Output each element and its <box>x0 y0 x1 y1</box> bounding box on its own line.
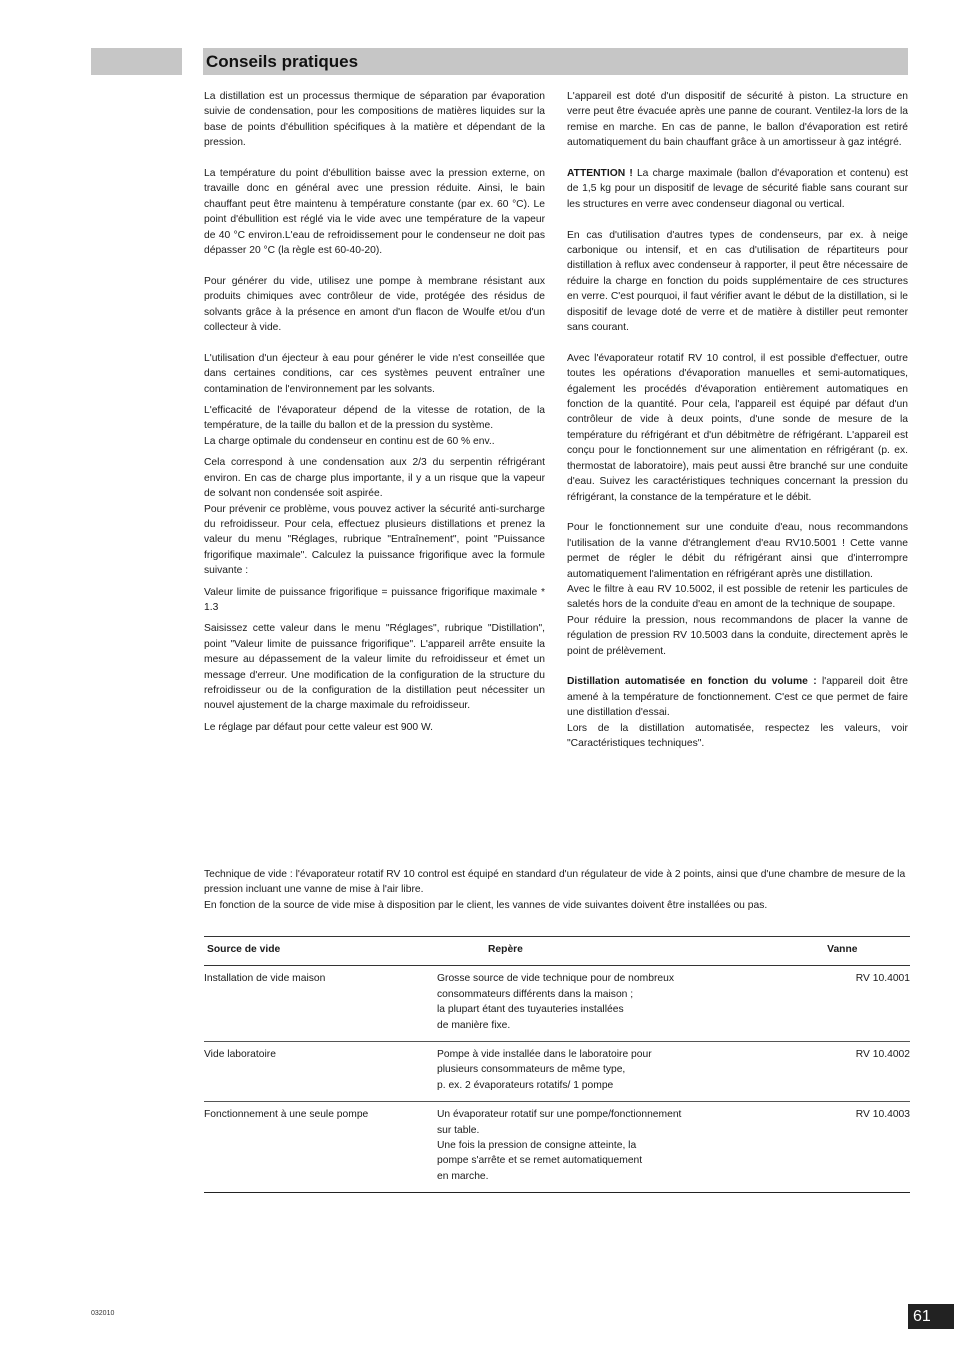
formula: Valeur limite de puissance frigorifique = puissance frigorifique maximale * 1.3 <box>204 586 545 613</box>
paragraph: La température du point d'ébullition baisse avec la pression externe, on travaille donc en général avec une pression réduite. Ainsi, le bain chauffant peut être maintenu à température constante (par ex. 60 °C). Le point d'ébullition est réglé via le vide avec une température de la vapeur de 40 °C environ.L'eau de refroidissement pour le condenseur ne doit pas dépasser 20 °C (la règle est 60-40-20). <box>204 168 545 257</box>
column-header-repere-label: Repère <box>488 944 523 955</box>
cell-source: Fonctionnement à une seule pompe <box>204 1102 437 1193</box>
repere-line: en marche. <box>437 1170 489 1182</box>
left-column <box>204 89 545 735</box>
right-column <box>567 89 908 751</box>
cell-vanne: RV 10.4002 <box>824 1042 910 1102</box>
auto-distillation-label: Distillation automatisée en fonction du volume : <box>567 676 817 688</box>
paragraph: L'appareil est doté d'un dispositif de sécurité à piston. La structure en verre peut être évacuée après une panne de courant. Ventilez-la lors de la remise en marche. En cas de panne, le ballon d'évaporation est retiré automatiquement du bain chauffant grâce à un amortisseur à gaz intégré. <box>567 91 908 149</box>
default-value-note: Le réglage par défaut pour cette valeur est 900 W. <box>204 721 433 733</box>
cell-source: Vide laboratoire <box>204 1042 437 1102</box>
vacuum-intro <box>204 867 908 913</box>
repere-line: de manière fixe. <box>437 1019 511 1031</box>
cell-vanne: RV 10.4003 <box>824 1102 910 1193</box>
table-header-row <box>204 937 910 966</box>
header-bar <box>203 48 908 75</box>
repere-line: p. ex. 2 évaporateurs rotatifs/ 1 pompe <box>437 1079 614 1091</box>
cell-source: Installation de vide maison <box>204 966 437 1042</box>
paragraph: Pour prévenir ce problème, vous pouvez activer la sécurité anti-surcharge du refroidisseur. Pour cela, effectuez plusieurs distillations et prenez la valeur du menu "Réglages, rubrique "Entraînement", point "Puissance frigorifique maximale". Calculez la puissance frigorifique avec la formule suivante : <box>204 503 545 577</box>
attention-label: ATTENTION ! <box>567 168 633 180</box>
paragraph: L'utilisation d'un éjecteur à eau pour générer le vide n'est conseillée que dans certaines conditions, car ces systèmes peuvent entraîner une contamination de l'environnement par les solvants. <box>204 352 545 395</box>
vacuum-table <box>204 936 910 1193</box>
paragraph: La charge optimale du condenseur en continu est de 60 % env.. <box>204 435 495 447</box>
paragraph: Saisissez cette valeur dans le menu "Réglages", rubrique "Distillation", point "Valeur limite de puissance frigorifique". L'appareil arrête ensuite la mesure au dépassement de la valeur limite du refroidisseur et émet un message d'erreur. Une modification de la configuration de la structure du refroidisseur ou de la configuration de la distillation peut nécessiter un nouvel ajustement de la charge maximale du refroidisseur. <box>204 623 545 712</box>
column-header-source: Source de vide <box>204 937 437 966</box>
cell-repere <box>437 1102 824 1193</box>
paragraph: En fonction de la source de vide mise à disposition par le client, les vannes de vide suivantes doivent être installées ou pas. <box>204 899 768 911</box>
repere-line: pompe s'arrête et se remet automatiquement <box>437 1155 643 1167</box>
paragraph: Technique de vide : l'évaporateur rotatif RV 10 control est équipé en standard d'un régulateur de vide à 2 points, ainsi que d'une chambre de mesure de la pression incluant une vanne de mise à l'air libre. <box>204 869 906 896</box>
paragraph: Pour réduire la pression, nous recommandons de placer la vanne de régulation de pression RV 10.5003 dans la conduite, directement après le point de prélèvement. <box>567 614 908 657</box>
document-code: 032010 <box>91 1310 115 1317</box>
header-bar-left <box>91 48 182 75</box>
cell-repere <box>437 966 824 1042</box>
repere-line: Une fois la pression de consigne atteinte, la <box>437 1140 637 1152</box>
repere-line: sur table. <box>437 1124 480 1136</box>
auto-distillation-text: l'appareil doit être amené à la température de fonctionnement. C'est ce que permet de faire une distillation d'essai. <box>567 676 908 719</box>
paragraph: Pour générer du vide, utilisez une pompe à membrane résistant aux produits chimiques avec contrôleur de vide, protégée des résidus de solvants grâce à la présence en amont d'un flacon de Woulfe et/ou d'un collecteur à vide. <box>204 275 545 334</box>
table-row <box>204 1102 910 1193</box>
table-row <box>204 1042 910 1102</box>
repere-line: la plupart étant des tuyauteries installées <box>437 1004 624 1016</box>
paragraph: Pour le fonctionnement sur une conduite d'eau, nous recommandons l'utilisation de la vanne d'étranglement d'eau RV10.5001 ! Cette vanne permet de régler le débit du réfrigérant ainsi que d'interrompre automatiquement l'alimentation en réfrigérant après une distillation. <box>567 522 908 580</box>
column-header-repere <box>437 937 824 966</box>
auto-distillation-paragraph <box>567 674 908 720</box>
paragraph: En cas d'utilisation d'autres types de condenseurs, par ex. à neige carbonique ou intensif, et en cas d'utilisation de répartiteurs pour distillation à reflux avec condenseur à rapporter, il peut être nécessaire de réduire la charge en fonction du poids supplémentaire de ces structures en verre. C'est pourquoi, il faut vérifier avant le début de la distillation, si le dispositif de levage doté de verre et de matière à distiller peut remonter sans courant. <box>567 229 908 334</box>
paragraph: L'efficacité de l'évaporateur dépend de la vitesse de rotation, de la température, de la taille du ballon et de la pression du système. <box>204 405 545 432</box>
table-row <box>204 966 910 1042</box>
paragraph: Cela correspond à une condensation aux 2/3 du serpentin réfrigérant environ. En cas de charge plus importante, il y a un risque que la vapeur de solvant non condensée soit aspirée. <box>204 457 545 500</box>
repere-line: consommateurs différents dans la maison ; <box>437 988 634 1000</box>
repere-line: Grosse source de vide technique pour de nombreux <box>437 973 674 985</box>
repere-line: Pompe à vide installée dans le laboratoire pour <box>437 1049 652 1061</box>
repere-line: plusieurs consommateurs de même type, <box>437 1064 626 1076</box>
repere-line: Un évaporateur rotatif sur une pompe/fonctionnement <box>437 1109 682 1121</box>
page-number: 61 <box>908 1304 954 1329</box>
attention-paragraph <box>567 166 908 212</box>
paragraph: Avec l'évaporateur rotatif RV 10 control, il est possible d'effectuer, outre toutes les opérations d'évaporation manuelles et semi-automatiques, également les procédés d'évaporation entièrement automatiques en fonction de la quantité. Pour cela, l'appareil est équipé par défaut d'un contrôleur de vide à deux points, d'une sonde de mesure de la température du réfrigérant et d'un débitmètre de réfrigérant. L'appareil est conçu pour le fonctionnement sur une alimentation en réfrigérant (p. ex. thermostat de laboratoire), mais peut aussi être branché sur une conduite d'eau. Suivez les caractéristiques techniques concernant la pression du réfrigérant, la constance de la température et le débit. <box>567 352 908 503</box>
cell-repere <box>437 1042 824 1102</box>
column-header-vanne: Vanne <box>824 937 910 966</box>
page-title: Conseils pratiques <box>206 52 359 71</box>
paragraph: La distillation est un processus thermique de séparation par évaporation suivie de condensation, pour les compositions de matières liquides sur la base de points d'ébullition spécifiques à la matière et dépendant de la pression. <box>204 91 545 149</box>
paragraph: Lors de la distillation automatisée, respectez les valeurs, voir "Caractéristiques techniques". <box>567 722 908 749</box>
cell-vanne: RV 10.4001 <box>824 966 910 1042</box>
paragraph: Avec le filtre à eau RV 10.5002, il est possible de retenir les particules de saletés hors de la conduite d'eau en amont de la technique de soupape. <box>567 583 908 611</box>
attention-text: La charge maximale (ballon d'évaporation et contenu) est de 1,5 kg pour un dispositif de levage de sécurité fiable sans courant sur les structures en verre avec condenseur diagonal ou vertical. <box>567 168 908 210</box>
